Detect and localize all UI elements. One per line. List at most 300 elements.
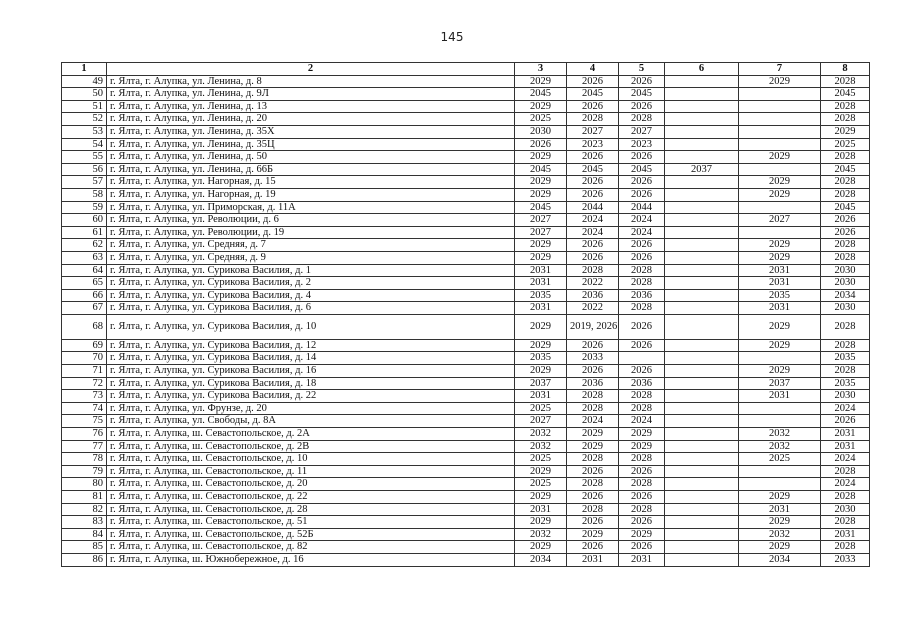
cell-row-number: 81 xyxy=(62,491,107,504)
table-row xyxy=(62,201,870,214)
cell-year-col-5: 2026 xyxy=(619,188,665,201)
cell-address: г. Ялта, г. Алупка, ул. Революции, д. 19 xyxy=(107,226,515,239)
cell-row-number: 53 xyxy=(62,125,107,138)
cell-year-col-4: 2024 xyxy=(567,214,619,227)
table-row xyxy=(62,113,870,126)
cell-year-col-6 xyxy=(665,125,739,138)
cell-year-col-4: 2026 xyxy=(567,75,619,88)
cell-year-col-5: 2028 xyxy=(619,402,665,415)
cell-address: г. Ялта, г. Алупка, ул. Средняя, д. 7 xyxy=(107,239,515,252)
cell-row-number: 79 xyxy=(62,465,107,478)
cell-address: г. Ялта, г. Алупка, ул. Сурикова Василия, д. 4 xyxy=(107,289,515,302)
cell-year-col-7 xyxy=(739,100,821,113)
cell-address: г. Ялта, г. Алупка, ул. Ленина, д. 66Б xyxy=(107,163,515,176)
cell-row-number: 73 xyxy=(62,390,107,403)
cell-year-col-3: 2029 xyxy=(515,239,567,252)
cell-year-col-6 xyxy=(665,188,739,201)
cell-year-col-8: 2030 xyxy=(821,302,870,315)
cell-year-col-5: 2026 xyxy=(619,176,665,189)
cell-year-col-8: 2028 xyxy=(821,541,870,554)
cell-year-col-6 xyxy=(665,339,739,352)
cell-year-col-6 xyxy=(665,503,739,516)
table-row xyxy=(62,390,870,403)
table-row xyxy=(62,314,870,339)
cell-year-col-8: 2028 xyxy=(821,339,870,352)
cell-year-col-6 xyxy=(665,289,739,302)
table-row xyxy=(62,239,870,252)
cell-year-col-8: 2030 xyxy=(821,390,870,403)
table-row xyxy=(62,302,870,315)
cell-row-number: 84 xyxy=(62,528,107,541)
cell-year-col-3: 2026 xyxy=(515,138,567,151)
cell-year-col-4: 2026 xyxy=(567,339,619,352)
cell-year-col-7 xyxy=(739,201,821,214)
cell-year-col-5: 2028 xyxy=(619,390,665,403)
cell-address: г. Ялта, г. Алупка, ул. Фрунзе, д. 20 xyxy=(107,402,515,415)
cell-year-col-5: 2027 xyxy=(619,125,665,138)
cell-year-col-3: 2029 xyxy=(515,314,567,339)
cell-address: г. Ялта, г. Алупка, ул. Сурикова Василия, д. 18 xyxy=(107,377,515,390)
cell-year-col-8: 2030 xyxy=(821,264,870,277)
cell-year-col-6 xyxy=(665,302,739,315)
cell-year-col-4: 2028 xyxy=(567,402,619,415)
cell-year-col-4: 2022 xyxy=(567,277,619,290)
cell-year-col-6 xyxy=(665,352,739,365)
table-row xyxy=(62,339,870,352)
cell-year-col-6 xyxy=(665,75,739,88)
cell-year-col-6 xyxy=(665,365,739,378)
cell-address: г. Ялта, г. Алупка, ул. Революции, д. 6 xyxy=(107,214,515,227)
cell-year-col-4: 2029 xyxy=(567,440,619,453)
cell-year-col-5: 2026 xyxy=(619,239,665,252)
cell-year-col-3: 2029 xyxy=(515,151,567,164)
header-row xyxy=(62,63,870,76)
table-row xyxy=(62,188,870,201)
cell-year-col-5: 2029 xyxy=(619,440,665,453)
cell-year-col-5: 2026 xyxy=(619,365,665,378)
cell-year-col-7: 2029 xyxy=(739,75,821,88)
cell-year-col-7: 2029 xyxy=(739,251,821,264)
table-row xyxy=(62,553,870,566)
table-row xyxy=(62,226,870,239)
cell-year-col-5: 2026 xyxy=(619,314,665,339)
page-number: 145 xyxy=(440,30,464,44)
cell-year-col-6 xyxy=(665,440,739,453)
cell-year-col-8: 2024 xyxy=(821,453,870,466)
cell-year-col-5: 2024 xyxy=(619,415,665,428)
cell-year-col-8: 2028 xyxy=(821,151,870,164)
cell-year-col-3: 2035 xyxy=(515,352,567,365)
cell-address: г. Ялта, г. Алупка, ул. Ленина, д. 20 xyxy=(107,113,515,126)
cell-row-number: 74 xyxy=(62,402,107,415)
cell-year-col-6 xyxy=(665,478,739,491)
cell-year-col-8: 2028 xyxy=(821,100,870,113)
cell-year-col-4: 2027 xyxy=(567,125,619,138)
cell-row-number: 86 xyxy=(62,553,107,566)
cell-row-number: 61 xyxy=(62,226,107,239)
cell-row-number: 67 xyxy=(62,302,107,315)
cell-address: г. Ялта, г. Алупка, ш. Севастопольское, д. 20 xyxy=(107,478,515,491)
cell-year-col-8: 2031 xyxy=(821,528,870,541)
cell-row-number: 54 xyxy=(62,138,107,151)
cell-year-col-8: 2034 xyxy=(821,289,870,302)
cell-row-number: 76 xyxy=(62,428,107,441)
cell-year-col-5: 2026 xyxy=(619,516,665,529)
cell-year-col-3: 2029 xyxy=(515,339,567,352)
cell-year-col-7 xyxy=(739,138,821,151)
cell-row-number: 80 xyxy=(62,478,107,491)
cell-year-col-6 xyxy=(665,453,739,466)
cell-year-col-5: 2028 xyxy=(619,503,665,516)
cell-year-col-7: 2029 xyxy=(739,239,821,252)
cell-address: г. Ялта, г. Алупка, ул. Сурикова Василия, д. 10 xyxy=(107,314,515,339)
cell-year-col-4: 2026 xyxy=(567,516,619,529)
cell-year-col-7: 2031 xyxy=(739,277,821,290)
cell-year-col-5: 2028 xyxy=(619,453,665,466)
cell-year-col-6 xyxy=(665,226,739,239)
cell-row-number: 60 xyxy=(62,214,107,227)
cell-year-col-6 xyxy=(665,516,739,529)
cell-year-col-8: 2028 xyxy=(821,113,870,126)
header-col-5: 5 xyxy=(619,63,665,76)
cell-row-number: 69 xyxy=(62,339,107,352)
cell-year-col-3: 2045 xyxy=(515,88,567,101)
cell-year-col-4: 2019, 2026 xyxy=(567,314,619,339)
cell-year-col-3: 2025 xyxy=(515,478,567,491)
table-row xyxy=(62,402,870,415)
cell-year-col-3: 2031 xyxy=(515,264,567,277)
cell-year-col-8: 2031 xyxy=(821,428,870,441)
cell-year-col-4: 2028 xyxy=(567,264,619,277)
cell-address: г. Ялта, г. Алупка, ш. Севастопольское, д. 11 xyxy=(107,465,515,478)
table-row xyxy=(62,528,870,541)
cell-year-col-7: 2031 xyxy=(739,390,821,403)
cell-address: г. Ялта, г. Алупка, ул. Свободы, д. 8А xyxy=(107,415,515,428)
cell-address: г. Ялта, г. Алупка, ул. Ленина, д. 13 xyxy=(107,100,515,113)
cell-year-col-5: 2045 xyxy=(619,163,665,176)
cell-year-col-3: 2025 xyxy=(515,402,567,415)
cell-address: г. Ялта, г. Алупка, ул. Сурикова Василия, д. 16 xyxy=(107,365,515,378)
cell-year-col-4: 2028 xyxy=(567,478,619,491)
cell-year-col-8: 2030 xyxy=(821,277,870,290)
cell-year-col-5: 2026 xyxy=(619,339,665,352)
cell-year-col-8: 2045 xyxy=(821,88,870,101)
cell-year-col-8: 2026 xyxy=(821,214,870,227)
header-col-3: 3 xyxy=(515,63,567,76)
cell-year-col-4: 2036 xyxy=(567,289,619,302)
cell-year-col-4: 2026 xyxy=(567,541,619,554)
cell-year-col-6 xyxy=(665,176,739,189)
cell-year-col-5: 2026 xyxy=(619,75,665,88)
cell-address: г. Ялта, г. Алупка, ш. Севастопольское, д. 51 xyxy=(107,516,515,529)
cell-address: г. Ялта, г. Алупка, ул. Сурикова Василия, д. 12 xyxy=(107,339,515,352)
cell-row-number: 75 xyxy=(62,415,107,428)
cell-year-col-7 xyxy=(739,352,821,365)
cell-year-col-6 xyxy=(665,402,739,415)
cell-row-number: 70 xyxy=(62,352,107,365)
cell-row-number: 78 xyxy=(62,453,107,466)
cell-address: г. Ялта, г. Алупка, ул. Приморская, д. 11А xyxy=(107,201,515,214)
cell-row-number: 51 xyxy=(62,100,107,113)
cell-year-col-5: 2028 xyxy=(619,478,665,491)
cell-year-col-7 xyxy=(739,226,821,239)
table-row xyxy=(62,440,870,453)
cell-year-col-7: 2029 xyxy=(739,339,821,352)
cell-year-col-3: 2031 xyxy=(515,390,567,403)
table-row xyxy=(62,214,870,227)
cell-year-col-4: 2028 xyxy=(567,390,619,403)
cell-year-col-7 xyxy=(739,125,821,138)
cell-year-col-8: 2028 xyxy=(821,465,870,478)
cell-year-col-4: 2029 xyxy=(567,528,619,541)
cell-year-col-8: 2028 xyxy=(821,176,870,189)
cell-year-col-3: 2031 xyxy=(515,302,567,315)
cell-year-col-5: 2026 xyxy=(619,465,665,478)
cell-year-col-5: 2026 xyxy=(619,491,665,504)
cell-year-col-4: 2028 xyxy=(567,113,619,126)
cell-year-col-3: 2029 xyxy=(515,75,567,88)
cell-row-number: 62 xyxy=(62,239,107,252)
cell-year-col-5: 2028 xyxy=(619,302,665,315)
cell-year-col-7 xyxy=(739,402,821,415)
cell-year-col-5: 2028 xyxy=(619,113,665,126)
cell-year-col-7: 2029 xyxy=(739,516,821,529)
cell-year-col-3: 2037 xyxy=(515,377,567,390)
cell-year-col-3: 2031 xyxy=(515,503,567,516)
cell-year-col-3: 2029 xyxy=(515,188,567,201)
cell-address: г. Ялта, г. Алупка, ул. Сурикова Василия, д. 1 xyxy=(107,264,515,277)
cell-year-col-6 xyxy=(665,251,739,264)
table-row xyxy=(62,453,870,466)
cell-row-number: 66 xyxy=(62,289,107,302)
cell-year-col-4: 2028 xyxy=(567,453,619,466)
cell-year-col-7: 2034 xyxy=(739,553,821,566)
cell-year-col-3: 2029 xyxy=(515,516,567,529)
cell-year-col-8: 2031 xyxy=(821,440,870,453)
cell-year-col-6 xyxy=(665,88,739,101)
cell-row-number: 77 xyxy=(62,440,107,453)
cell-year-col-8: 2028 xyxy=(821,239,870,252)
cell-year-col-6 xyxy=(665,377,739,390)
cell-year-col-8: 2035 xyxy=(821,352,870,365)
cell-year-col-3: 2032 xyxy=(515,428,567,441)
table-row xyxy=(62,251,870,264)
cell-year-col-6 xyxy=(665,214,739,227)
cell-year-col-6 xyxy=(665,100,739,113)
table-row xyxy=(62,125,870,138)
cell-year-col-7 xyxy=(739,163,821,176)
table-row xyxy=(62,75,870,88)
table-row xyxy=(62,163,870,176)
table-body xyxy=(62,75,870,566)
cell-year-col-7 xyxy=(739,113,821,126)
cell-year-col-6 xyxy=(665,138,739,151)
cell-year-col-8: 2028 xyxy=(821,314,870,339)
cell-year-col-5: 2026 xyxy=(619,151,665,164)
cell-year-col-4: 2026 xyxy=(567,365,619,378)
cell-year-col-5: 2024 xyxy=(619,226,665,239)
header-col-6: 6 xyxy=(665,63,739,76)
cell-year-col-8: 2026 xyxy=(821,226,870,239)
cell-year-col-8: 2026 xyxy=(821,415,870,428)
table-row xyxy=(62,100,870,113)
cell-address: г. Ялта, г. Алупка, ш. Севастопольское, д. 28 xyxy=(107,503,515,516)
cell-row-number: 65 xyxy=(62,277,107,290)
cell-year-col-4: 2026 xyxy=(567,251,619,264)
cell-year-col-6 xyxy=(665,151,739,164)
cell-year-col-3: 2029 xyxy=(515,465,567,478)
cell-year-col-7: 2027 xyxy=(739,214,821,227)
cell-year-col-4: 2036 xyxy=(567,377,619,390)
cell-year-col-5: 2026 xyxy=(619,100,665,113)
table-row xyxy=(62,491,870,504)
table-row xyxy=(62,176,870,189)
cell-year-col-3: 2045 xyxy=(515,201,567,214)
header-col-1: 1 xyxy=(62,63,107,76)
cell-year-col-8: 2045 xyxy=(821,163,870,176)
cell-row-number: 64 xyxy=(62,264,107,277)
cell-row-number: 85 xyxy=(62,541,107,554)
cell-year-col-3: 2025 xyxy=(515,453,567,466)
cell-year-col-4: 2026 xyxy=(567,188,619,201)
cell-year-col-4: 2031 xyxy=(567,553,619,566)
cell-year-col-3: 2029 xyxy=(515,176,567,189)
cell-year-col-5: 2031 xyxy=(619,553,665,566)
cell-year-col-8: 2025 xyxy=(821,138,870,151)
cell-year-col-7 xyxy=(739,88,821,101)
table-row xyxy=(62,365,870,378)
cell-address: г. Ялта, г. Алупка, ш. Южнобережное, д. 16 xyxy=(107,553,515,566)
cell-year-col-5 xyxy=(619,352,665,365)
cell-year-col-7 xyxy=(739,415,821,428)
cell-year-col-7: 2029 xyxy=(739,188,821,201)
cell-year-col-6 xyxy=(665,465,739,478)
cell-year-col-4: 2026 xyxy=(567,100,619,113)
cell-address: г. Ялта, г. Алупка, ул. Сурикова Василия, д. 6 xyxy=(107,302,515,315)
cell-row-number: 58 xyxy=(62,188,107,201)
cell-address: г. Ялта, г. Алупка, ул. Ленина, д. 9Л xyxy=(107,88,515,101)
cell-year-col-7: 2031 xyxy=(739,503,821,516)
cell-year-col-3: 2034 xyxy=(515,553,567,566)
cell-year-col-7: 2032 xyxy=(739,428,821,441)
cell-address: г. Ялта, г. Алупка, ул. Ленина, д. 35Х xyxy=(107,125,515,138)
cell-year-col-4: 2029 xyxy=(567,428,619,441)
cell-year-col-7: 2029 xyxy=(739,176,821,189)
cell-year-col-4: 2026 xyxy=(567,465,619,478)
cell-year-col-4: 2045 xyxy=(567,163,619,176)
cell-address: г. Ялта, г. Алупка, ул. Ленина, д. 35Ц xyxy=(107,138,515,151)
cell-year-col-8: 2024 xyxy=(821,402,870,415)
cell-year-col-7 xyxy=(739,465,821,478)
cell-year-col-6 xyxy=(665,491,739,504)
cell-year-col-3: 2025 xyxy=(515,113,567,126)
table-row xyxy=(62,415,870,428)
cell-year-col-5: 2044 xyxy=(619,201,665,214)
cell-address: г. Ялта, г. Алупка, ш. Севастопольское, д. 2А xyxy=(107,428,515,441)
cell-year-col-6 xyxy=(665,528,739,541)
cell-year-col-5: 2028 xyxy=(619,277,665,290)
cell-year-col-5: 2026 xyxy=(619,541,665,554)
cell-address: г. Ялта, г. Алупка, ул. Средняя, д. 9 xyxy=(107,251,515,264)
cell-row-number: 56 xyxy=(62,163,107,176)
cell-row-number: 52 xyxy=(62,113,107,126)
cell-row-number: 50 xyxy=(62,88,107,101)
header-col-4: 4 xyxy=(567,63,619,76)
table-row xyxy=(62,516,870,529)
cell-year-col-5: 2036 xyxy=(619,377,665,390)
table-row xyxy=(62,428,870,441)
table-row xyxy=(62,264,870,277)
cell-year-col-4: 2024 xyxy=(567,415,619,428)
cell-year-col-5: 2026 xyxy=(619,251,665,264)
cell-year-col-8: 2030 xyxy=(821,503,870,516)
table-row xyxy=(62,151,870,164)
cell-year-col-7: 2037 xyxy=(739,377,821,390)
cell-year-col-8: 2028 xyxy=(821,75,870,88)
cell-year-col-3: 2035 xyxy=(515,289,567,302)
cell-row-number: 82 xyxy=(62,503,107,516)
cell-year-col-7 xyxy=(739,478,821,491)
cell-year-col-3: 2029 xyxy=(515,251,567,264)
cell-year-col-4: 2023 xyxy=(567,138,619,151)
cell-row-number: 83 xyxy=(62,516,107,529)
cell-address: г. Ялта, г. Алупка, ш. Севастопольское, д. 52Б xyxy=(107,528,515,541)
cell-year-col-4: 2026 xyxy=(567,491,619,504)
cell-year-col-8: 2028 xyxy=(821,516,870,529)
cell-year-col-8: 2024 xyxy=(821,478,870,491)
table-row xyxy=(62,352,870,365)
cell-year-col-3: 2027 xyxy=(515,226,567,239)
cell-year-col-5: 2028 xyxy=(619,264,665,277)
cell-address: г. Ялта, г. Алупка, ш. Севастопольское, д. 22 xyxy=(107,491,515,504)
cell-address: г. Ялта, г. Алупка, ш. Севастопольское, д. 82 xyxy=(107,541,515,554)
cell-year-col-3: 2031 xyxy=(515,277,567,290)
cell-year-col-7: 2032 xyxy=(739,528,821,541)
schedule-table xyxy=(61,62,870,567)
cell-address: г. Ялта, г. Алупка, ул. Сурикова Василия, д. 14 xyxy=(107,352,515,365)
cell-year-col-5: 2023 xyxy=(619,138,665,151)
cell-year-col-6 xyxy=(665,277,739,290)
cell-year-col-7: 2029 xyxy=(739,314,821,339)
cell-address: г. Ялта, г. Алупка, ул. Ленина, д. 8 xyxy=(107,75,515,88)
cell-address: г. Ялта, г. Алупка, ул. Нагорная, д. 19 xyxy=(107,188,515,201)
cell-year-col-8: 2033 xyxy=(821,553,870,566)
cell-year-col-3: 2032 xyxy=(515,528,567,541)
cell-year-col-3: 2029 xyxy=(515,541,567,554)
table-row xyxy=(62,478,870,491)
cell-year-col-4: 2044 xyxy=(567,201,619,214)
cell-address: г. Ялта, г. Алупка, ш. Севастопольское, д. 2В xyxy=(107,440,515,453)
cell-year-col-8: 2045 xyxy=(821,201,870,214)
cell-year-col-7: 2029 xyxy=(739,491,821,504)
cell-year-col-6 xyxy=(665,264,739,277)
cell-year-col-4: 2022 xyxy=(567,302,619,315)
cell-year-col-7: 2031 xyxy=(739,302,821,315)
cell-year-col-6 xyxy=(665,113,739,126)
cell-row-number: 63 xyxy=(62,251,107,264)
cell-year-col-3: 2029 xyxy=(515,365,567,378)
cell-year-col-6 xyxy=(665,415,739,428)
header-col-2: 2 xyxy=(107,63,515,76)
cell-year-col-6 xyxy=(665,428,739,441)
table-row xyxy=(62,377,870,390)
cell-year-col-8: 2028 xyxy=(821,188,870,201)
cell-year-col-7: 2029 xyxy=(739,541,821,554)
cell-year-col-6 xyxy=(665,201,739,214)
cell-year-col-6 xyxy=(665,541,739,554)
table-row xyxy=(62,277,870,290)
table-row xyxy=(62,289,870,302)
